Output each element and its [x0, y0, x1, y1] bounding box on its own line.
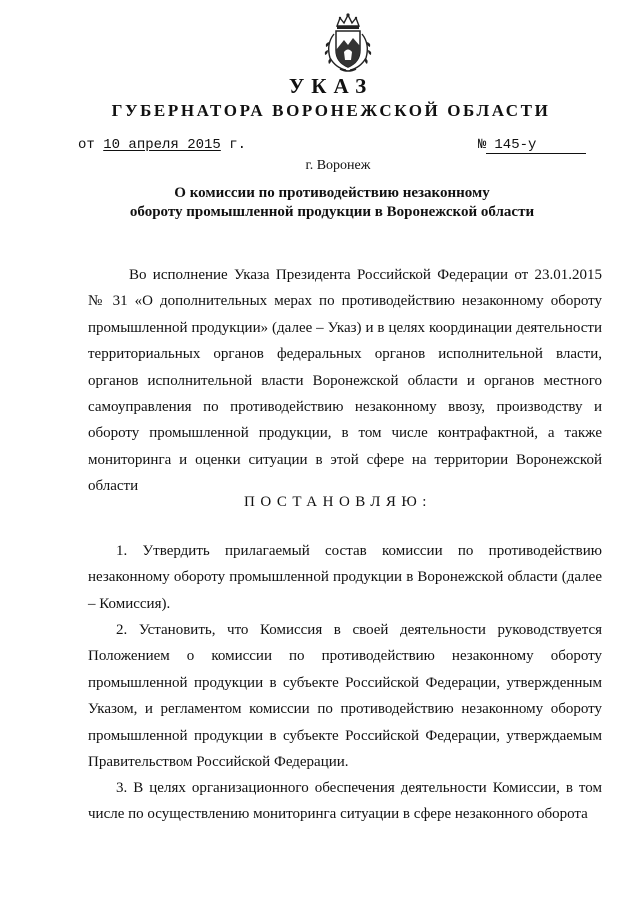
decree-word: ПОСТАНОВЛЯЮ: — [244, 494, 432, 510]
document-date — [78, 137, 246, 153]
voronezh-coat-of-arms-icon — [320, 12, 376, 74]
heading-line-1: О комиссии по противодействию незаконному — [174, 185, 490, 201]
date-suffix: г. — [229, 137, 247, 153]
document-title: УКАЗ — [288, 74, 374, 98]
date-value: 10 апреля 2015 — [103, 137, 221, 153]
decree-item-1: 1. Утвердить прилагаемый состав комиссии по противодействию незаконному обороту промышленной продукции в Воронежской области (далее – Комиссия). — [88, 543, 602, 612]
date-prefix: от — [78, 137, 95, 153]
number-value: 145-у — [486, 137, 586, 154]
number-prefix: № — [478, 137, 487, 153]
document-subtitle: ГУБЕРНАТОРА ВОРОНЕЖСКОЙ ОБЛАСТИ — [111, 101, 551, 120]
document-city: г. Воронеж — [305, 158, 371, 173]
document-number — [478, 137, 586, 154]
intro-paragraph: Во исполнение Указа Президента Российской Федерации от 23.01.2015 № 31 «О дополнительных мерах по противодействию незаконному обороту промышленной продукции» (далее – Указ) и в целях координации деятельности территориальных органов федеральных органов исполнительной власти, органов исполнительной власти Воронежской области и органов местного самоуправления по противодействию незаконному ввозу, производству и обороту промышленной продукции, в том числе контрафактной, а также мониторинга и оценки ситуации в этой сфере на территории Воронежской области — [88, 267, 602, 495]
heading-line-2: обороту промышленной продукции в Воронежской области — [129, 204, 535, 220]
document-heading — [0, 184, 640, 222]
decree-item-3: 3. В целях организационного обеспечения деятельности Комиссии, в том числе по осуществлению мониторинга ситуации в сфере незаконного оборота — [88, 780, 602, 823]
decree-item-2: 2. Установить, что Комиссия в своей деятельности руководствуется Положением о комиссии по противодействию незаконному обороту промышленной продукции в субъекте Российской Федерации, утвержденным Указом, и регламентом комиссии по противодействию незаконному обороту промышленной продукции в субъекте Российской Федерации, утверждаемым Правительством Российской Федерации. — [88, 622, 602, 771]
